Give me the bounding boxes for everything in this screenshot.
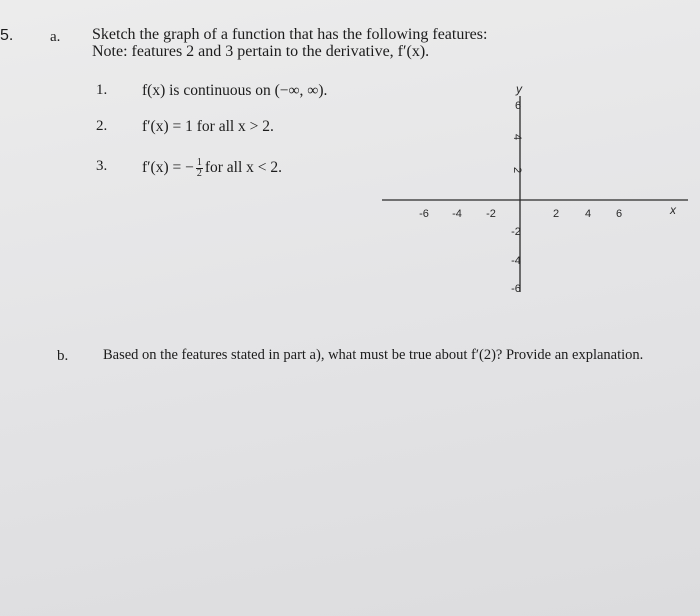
feature-1-number: 1. xyxy=(96,82,108,98)
feature-1-text: f(x) is continuous on (−∞, ∞). xyxy=(142,82,328,99)
x-tick-4: 4 xyxy=(584,208,592,220)
part-b-label: b. xyxy=(57,348,69,364)
x-tick-2: 2 xyxy=(552,208,560,220)
fraction-numerator: 1 xyxy=(196,157,202,168)
part-a-prompt: Sketch the graph of a function that has the following features: xyxy=(92,26,488,43)
x-tick-neg6: -6 xyxy=(419,208,429,220)
y-tick-4: 4 xyxy=(511,133,523,141)
part-b-question: Based on the features stated in part a), what must be true about f′(2)? Provide an explanation. xyxy=(103,347,644,363)
feature-3-rhs: for all x < 2. xyxy=(204,159,283,177)
fraction-denominator: 2 xyxy=(196,168,202,179)
x-tick-neg2: -2 xyxy=(486,208,496,220)
x-axis-letter: x xyxy=(670,203,676,217)
y-tick-2: 2 xyxy=(511,166,523,174)
y-tick-6: 6 xyxy=(514,100,522,112)
feature-3-number: 3. xyxy=(96,158,108,174)
feature-2-text: f′(x) = 1 for all x > 2. xyxy=(142,118,274,135)
y-axis-letter: y xyxy=(516,82,522,96)
y-tick-neg2: -2 xyxy=(511,226,521,238)
feature-2-number: 2. xyxy=(96,118,108,134)
problem-number: 5. xyxy=(0,27,14,44)
x-tick-6: 6 xyxy=(615,208,623,220)
y-tick-neg4: -4 xyxy=(511,255,521,267)
x-tick-neg4: -4 xyxy=(452,208,462,220)
part-a-label: a. xyxy=(50,29,61,45)
part-a-note: Note: features 2 and 3 pertain to the derivative, f′(x). xyxy=(92,43,430,60)
y-tick-neg6: -6 xyxy=(511,283,521,295)
feature-3-lhs: f′(x) = − xyxy=(142,159,194,177)
